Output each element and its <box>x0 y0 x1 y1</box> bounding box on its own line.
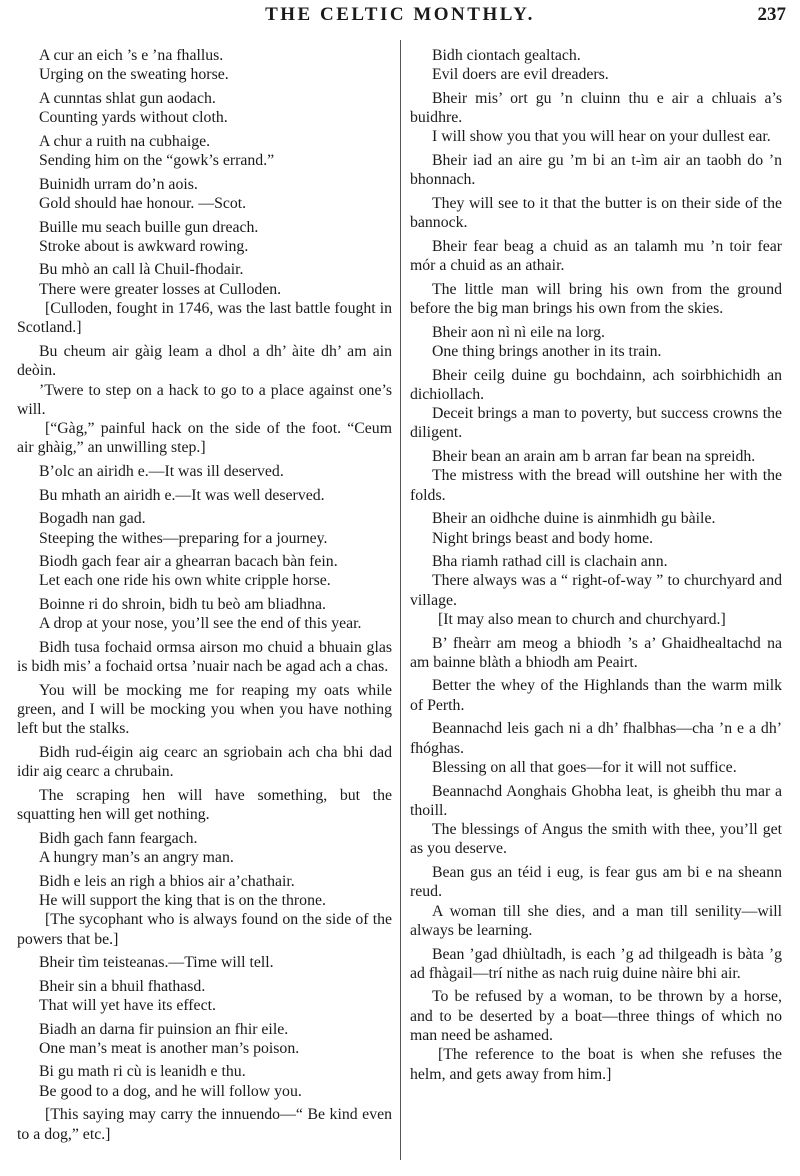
proverb-line: Bidh e leis an righ a bhios air a’chathair. <box>39 872 295 890</box>
proverb-line: Counting yards without cloth. <box>39 109 228 127</box>
proverb-line: Bogadh nan gad. <box>39 510 146 528</box>
proverb-line: You will be mocking me for reaping my oats while green, and I will be mocking you when you have nothing left but the stalks. <box>17 681 392 738</box>
proverb-line: Bheir fear beag a chuid as an talamh mu ’n toir fear mór a chuid as an athair. <box>410 237 782 275</box>
proverb-line: Bidh rud-éigin aig cearc an sgriobain ach cha bhi dad idir aig cearc a chrubain. <box>17 743 392 781</box>
proverb-line: Bheir tìm teisteanas.—Time will tell. <box>39 954 274 972</box>
proverb-line: Night brings beast and body home. <box>432 529 654 547</box>
proverb-entry <box>410 634 782 673</box>
proverb-line: The blessings of Angus the smith with thee, you’ll get as you deserve. <box>410 821 782 858</box>
proverb-entry <box>410 447 782 505</box>
proverb-line: B’olc an airidh e.—It was ill deserved. <box>39 463 284 481</box>
proverb-line: Bheir an oidhche duine is ainmhidh gu bàile. <box>432 510 716 528</box>
proverb-entry <box>17 595 392 634</box>
proverb-line: Biodh gach fear air a ghearran bacach bàn fein. <box>39 553 338 571</box>
proverb-entry <box>17 1020 392 1059</box>
proverb-entry <box>17 829 392 868</box>
proverb-entry <box>410 89 782 147</box>
proverb-line: Be good to a dog, and he will follow you. <box>39 1082 302 1100</box>
proverb-entry <box>17 1105 392 1144</box>
proverb-line: He will support the king that is on the throne. <box>39 891 326 909</box>
proverb-line: Let each one ride his own white cripple horse. <box>39 572 331 590</box>
proverb-entry <box>410 366 782 443</box>
page-header <box>0 0 800 36</box>
proverb-line: A hungry man’s an angry man. <box>39 849 234 867</box>
proverb-line: To be refused by a woman, to be thrown by a horse, and to be deserted by a boat—three things of which no man need be ashamed. <box>410 988 782 1044</box>
proverb-line: Buinidh urram do’n aois. <box>39 175 198 193</box>
proverb-entry <box>17 743 392 782</box>
proverb-line: Bheir iad an aire gu ’m bi an t-ìm air an taobh do ’n bhonnach. <box>410 152 782 189</box>
proverb-line: There were greater losses at Culloden. <box>39 280 282 298</box>
proverb-entry <box>410 323 782 362</box>
proverb-line: Biadh an darna fir puinsion an fhir eile. <box>39 1020 289 1038</box>
proverb-line: Bheir mis’ ort gu ’n cluinn thu e air a chluais a’s buidhre. <box>410 89 782 127</box>
proverb-line: Bean gus an téid i eug, is fear gus am bi e na sheann reud. <box>410 864 782 901</box>
proverb-line: Sending him on the “gowk’s errand.” <box>39 152 275 170</box>
proverb-line: A drop at your nose, you’ll see the end of this year. <box>39 615 362 633</box>
proverb-line: Better the whey of the Highlands than the warm milk of Perth. <box>410 677 782 714</box>
proverb-entry <box>17 46 392 85</box>
proverb-line: One man’s meat is another man’s poison. <box>39 1039 300 1057</box>
proverb-entry <box>17 175 392 214</box>
proverb-line: B’ fheàrr am meog a bhiodh ’s a’ Ghaidhealtachd na am bainne blàth a bhiodh am Peairt. <box>410 634 782 671</box>
editorial-note: [“Gàg,” painful hack on the side of the foot. “Ceum air ghàig,” an unwilling step.] <box>17 420 392 457</box>
proverb-line: A woman till she dies, and a man till senility—will always be learning. <box>410 902 782 939</box>
proverb-entry <box>410 945 782 984</box>
proverb-entry <box>17 953 392 972</box>
left-column <box>17 46 392 1148</box>
proverb-line: Beannachd leis gach ni a dh’ fhalbhas—cha ’n e a dh’ fhóghas. <box>410 720 782 757</box>
proverb-line: Bidh ciontach gealtach. <box>432 47 581 64</box>
proverb-line: The mistress with the bread will outshine her with the folds. <box>410 467 782 504</box>
proverb-line: The little man will bring his own from the ground before the big man brings his own from the skies. <box>410 280 782 318</box>
proverb-entry <box>410 552 782 629</box>
proverb-line: The scraping hen will have something, but the squatting hen will get nothing. <box>17 786 392 824</box>
proverb-entry <box>410 194 782 233</box>
proverb-line: Bu cheum air gàig leam a dhol a dh’ àite dh’ am ain deòin. <box>17 342 392 380</box>
proverb-line: Beannachd Aonghais Ghobha leat, is gheibh thu mar a thoill. <box>410 782 782 819</box>
proverb-line: Deceit brings a man to poverty, but success crowns the diligent. <box>410 405 782 442</box>
proverb-line: A chur a ruith na cubhaige. <box>39 132 211 150</box>
page-number: 237 <box>757 4 786 25</box>
proverb-entry <box>17 977 392 1016</box>
proverb-entry <box>410 676 782 715</box>
proverb-line: Bidh tusa fochaid ormsa airson mo chuid a bhuain glas is bidh mis’ a fochaid ortsa ’nuair nach be agad ach a chas. <box>17 638 392 676</box>
proverb-entry <box>410 987 782 1083</box>
proverb-line: Bha riamh rathad cill is clachain ann. <box>432 553 668 571</box>
proverb-entry <box>17 1062 392 1101</box>
column-divider <box>400 40 401 1160</box>
proverb-line: Blessing on all that goes—for it will not suffice. <box>432 758 737 776</box>
proverb-line: Stroke about is awkward rowing. <box>39 237 249 255</box>
proverb-line: Bheir aon nì nì eile na lorg. <box>432 323 605 341</box>
proverb-entry <box>17 638 392 677</box>
proverb-line: Steeping the withes—preparing for a journey. <box>39 529 328 547</box>
proverb-line: Bidh gach fann feargach. <box>39 829 198 847</box>
editorial-note: [This saying may carry the innuendo—“ Be kind even to a dog,” etc.] <box>17 1106 392 1143</box>
proverb-line: One thing brings another in its train. <box>432 342 662 360</box>
proverb-line: They will see to it that the butter is on their side of the bannock. <box>410 194 782 232</box>
proverb-entry <box>410 509 782 548</box>
proverb-line: There always was a “ right-of-way ” to churchyard and village. <box>410 572 782 609</box>
proverb-entry <box>17 872 392 949</box>
proverb-entry <box>410 719 782 777</box>
proverb-line: Bheir ceilg duine gu bochdainn, ach soirbhichidh an dichiollach. <box>410 366 782 403</box>
proverb-line: Gold should hae honour. —Scot. <box>39 194 247 212</box>
running-title: THE CELTIC MONTHLY. <box>265 4 535 25</box>
proverb-line: I will show you that you will hear on your dullest ear. <box>432 128 771 146</box>
proverb-line: Boinne ri do shroin, bidh tu beò am bliadhna. <box>39 595 326 613</box>
proverb-line: That will yet have its effect. <box>39 997 216 1014</box>
proverb-line: Bu mhò an call là Chuil-fhodair. <box>39 261 244 279</box>
proverb-entry <box>410 237 782 276</box>
proverb-entry <box>410 863 782 940</box>
proverb-line: Bi gu math ri cù is leanidh e thu. <box>39 1063 246 1081</box>
editorial-note: [It may also mean to church and churchyard.] <box>438 610 726 628</box>
proverb-entry <box>410 151 782 190</box>
proverb-entry <box>17 681 392 739</box>
right-column <box>410 46 782 1088</box>
editorial-note: [The reference to the boat is when she refuses the helm, and gets away from him.] <box>410 1046 782 1083</box>
proverb-entry <box>410 782 782 859</box>
proverb-entry <box>410 280 782 319</box>
proverb-entry <box>17 552 392 591</box>
proverb-line: Urging on the sweating horse. <box>39 66 229 84</box>
proverb-line: Bheir bean an arain am b arran far bean na spreidh. <box>432 448 756 466</box>
proverb-entry <box>17 486 392 505</box>
proverb-entry <box>17 786 392 825</box>
proverb-entry <box>17 218 392 257</box>
proverb-line: Buille mu seach buille gun dreach. <box>39 218 259 236</box>
proverb-line: ’Twere to step on a hack to go to a place against one’s will. <box>17 381 392 418</box>
proverb-line: A cunntas shlat gun aodach. <box>39 89 216 107</box>
proverb-line: A cur an eich ’s e ’na fhallus. <box>39 47 224 64</box>
editorial-note: [The sycophant who is always found on the side of the powers that be.] <box>17 911 392 948</box>
editorial-note: [Culloden, fought in 1746, was the last battle fought in Scotland.] <box>17 300 392 337</box>
proverb-line: Evil doers are evil dreaders. <box>432 66 609 84</box>
proverb-entry <box>17 260 392 337</box>
proverb-entry <box>17 89 392 128</box>
proverb-entry <box>410 46 782 85</box>
proverb-line: Bheir sin a bhuil fhathasd. <box>39 977 206 995</box>
proverb-entry <box>17 132 392 171</box>
proverb-line: Bu mhath an airidh e.—It was well deserved. <box>39 486 325 504</box>
proverb-entry <box>17 342 392 458</box>
proverb-entry <box>17 462 392 481</box>
proverb-line: Bean ’gad dhiùltadh, is each ’g ad thilgeadh is bàta ’g ad fhàgail—trí nithe as nach ruig duine nàire bhi air. <box>410 945 782 982</box>
proverb-entry <box>17 509 392 548</box>
